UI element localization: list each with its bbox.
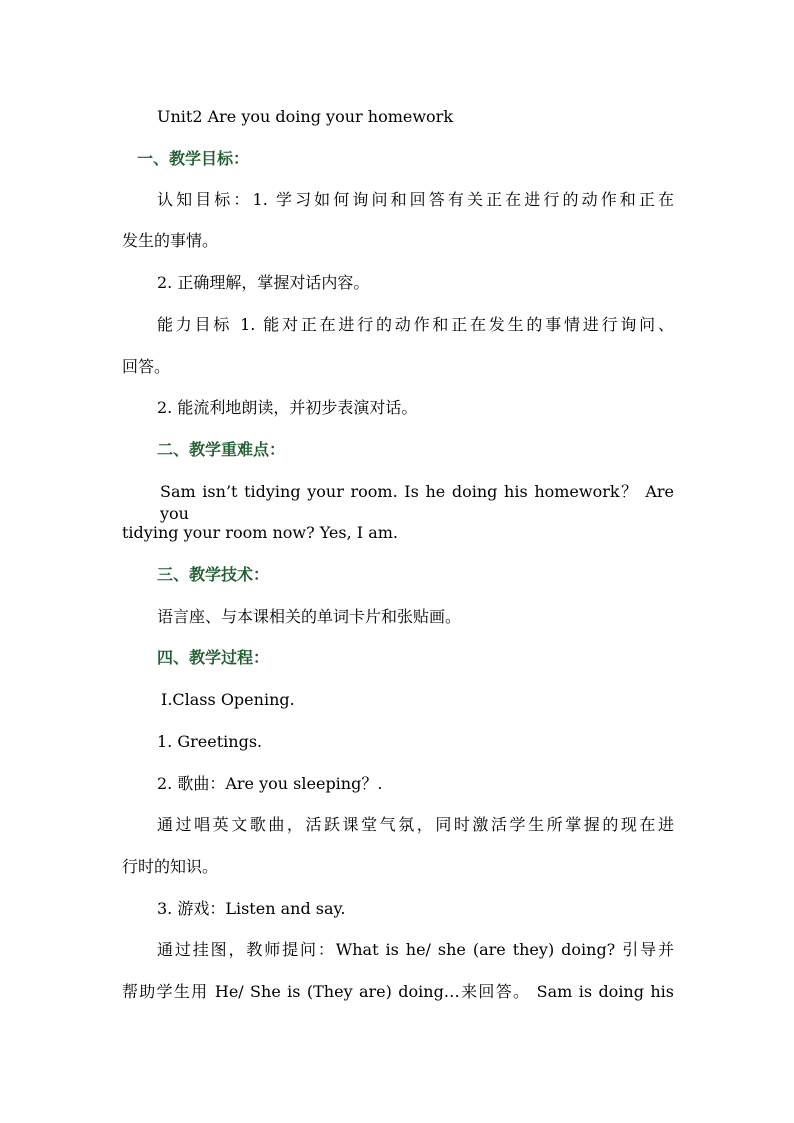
- section-heading-key-points: 二、教学重难点：: [157, 440, 286, 459]
- song-desc-line1: 通过唱英文歌曲，活跃课堂气氛，同时激活学生所掌握的现在进: [157, 815, 674, 834]
- step1-title: Ⅰ.Class Opening.: [161, 690, 295, 709]
- document-title: Unit2 Are you doing your homework: [157, 107, 454, 126]
- ability-goal-line2: 回答。: [122, 357, 171, 376]
- cognitive-goal-line1: 认知目标：1. 学习如何询问和回答有关正在进行的动作和正在: [157, 190, 674, 209]
- key-points-line1: Sam isn’t tidying your room. Is he doing his homework？ Are you: [160, 482, 674, 523]
- song-desc-line2: 行时的知识。: [122, 857, 219, 876]
- step1-item-greetings: 1. Greetings.: [157, 732, 263, 751]
- step1-item-song: 2. 歌曲：Are you sleeping？.: [157, 774, 383, 793]
- ability-goal-item2: 2. 能流利地朗读，并初步表演对话。: [157, 398, 418, 417]
- technology-line: 语言座、与本课相关的单词卡片和张贴画。: [157, 607, 462, 626]
- game-desc-line1: 通过挂图，教师提问：What is he/ she (are they) doing? 引导并: [157, 940, 674, 959]
- cognitive-goal-line2: 发生的事情。: [122, 231, 219, 250]
- cognitive-goal-item2: 2. 正确理解，掌握对话内容。: [157, 273, 370, 292]
- section-heading-goals: 一、教学目标：: [137, 149, 250, 168]
- step1-item-game: 3. 游戏：Listen and say.: [157, 899, 346, 918]
- game-desc-line2: 帮助学生用 He/ She is (They are) doing…来回答。 Sam is doing his: [122, 982, 674, 1001]
- key-points-line2: tidying your room now? Yes, I am.: [122, 523, 398, 542]
- ability-goal-line1: 能力目标 1. 能对正在进行的动作和正在发生的事情进行询问、: [157, 315, 674, 334]
- section-heading-technology: 三、教学技术：: [157, 565, 270, 584]
- section-heading-process: 四、教学过程：: [157, 648, 270, 667]
